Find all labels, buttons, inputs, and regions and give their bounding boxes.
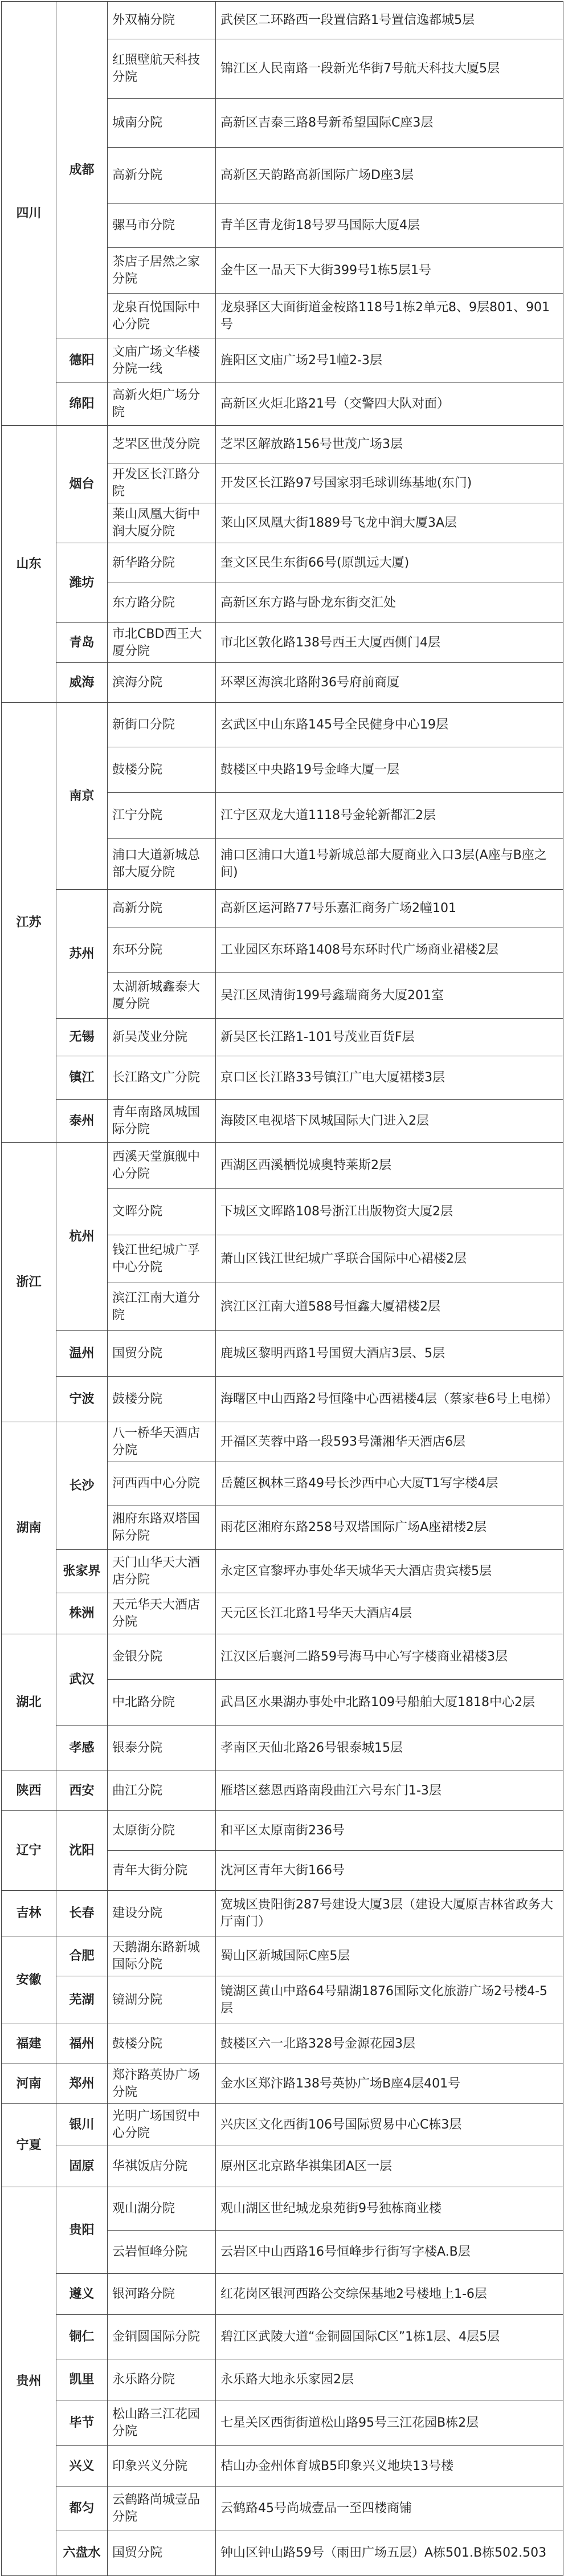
branch-name-cell: 国贸分院	[108, 1331, 216, 1377]
branch-name-cell: 金银分院	[108, 1634, 216, 1680]
branch-name-cell: 莱山凤凰大街中润大厦分院	[108, 503, 216, 543]
city-cell: 潍坊	[56, 543, 108, 623]
address-cell: 红花岗区银河西路公交综保基地2号楼地上1-6层	[216, 2274, 563, 2315]
table-row	[2, 1377, 563, 1422]
address-cell: 岳麓区枫林三路49号长沙西中心大厦T1写字楼4层	[216, 1462, 563, 1505]
city-cell: 武汉	[56, 1634, 108, 1726]
table-row	[2, 2530, 563, 2576]
city-cell: 成都	[56, 2, 108, 339]
branch-name-cell: 滨海分院	[108, 663, 216, 703]
address-cell: 萧山区钱江世纪城广孚联合国际中心裙楼2层	[216, 1235, 563, 1283]
address-cell: 鹿城区黎明西路1号国贸大酒店3层、5层	[216, 1331, 563, 1377]
city-cell: 绵阳	[56, 382, 108, 426]
province-cell: 湖北	[2, 1634, 56, 1771]
table-row	[2, 2487, 563, 2530]
province-cell: 宁夏	[2, 2104, 56, 2187]
city-cell: 贵阳	[56, 2187, 108, 2274]
address-cell: 旌阳区文庙广场2号1幢2-3层	[216, 339, 563, 382]
table-row	[2, 1550, 563, 1593]
table-row	[2, 543, 563, 583]
address-cell: 鼓楼区六一北路328号金源花园3层	[216, 2024, 563, 2064]
address-cell: 兴庆区文化西街106号国际贸易中心C栋3层	[216, 2104, 563, 2146]
address-cell: 永乐路大地永乐家园2层	[216, 2359, 563, 2400]
address-cell: 奎文区民生东街66号(原凯远大厦)	[216, 543, 563, 583]
address-cell: 江汉区后襄河二路59号海马中心写字楼商业裙楼3层	[216, 1634, 563, 1680]
table-row	[2, 2024, 563, 2064]
table-row	[2, 663, 563, 703]
city-cell: 银川	[56, 2104, 108, 2146]
table-row	[2, 1019, 563, 1056]
city-cell: 凯里	[56, 2359, 108, 2400]
city-cell: 泰州	[56, 1100, 108, 1143]
branch-name-cell: 印象兴义分院	[108, 2446, 216, 2487]
table-row	[2, 2315, 563, 2359]
table-row	[2, 2064, 563, 2104]
province-cell: 湖南	[2, 1422, 56, 1634]
city-cell: 杭州	[56, 1143, 108, 1331]
city-cell: 西安	[56, 1771, 108, 1811]
branch-name-cell: 龙泉百悦国际中心分院	[108, 294, 216, 339]
address-cell: 江宁区双龙大道1118号金轮新都汇2层	[216, 793, 563, 839]
address-cell: 碧江区武陵大道“金铜圆国际C区”1栋1层、4层5层	[216, 2315, 563, 2359]
province-cell: 吉林	[2, 1891, 56, 1936]
branch-name-cell: 银泰分院	[108, 1726, 216, 1771]
address-cell: 宽城区贵阳街287号建设大厦3层（建设大厦原吉林省政务大厅南门）	[216, 1891, 563, 1936]
branch-name-cell: 文庙广场文华楼分院一线	[108, 339, 216, 382]
address-cell: 市北区敦化路138号西王大厦西侧门4层	[216, 623, 563, 663]
address-cell: 雁塔区慈恩西路南段曲江六号东门1-3层	[216, 1771, 563, 1811]
table-row	[2, 2400, 563, 2446]
table-row	[2, 623, 563, 663]
branch-name-cell: 东方路分院	[108, 583, 216, 623]
branch-name-cell: 高新火炬广场分院	[108, 382, 216, 426]
address-cell: 金牛区一品天下大街399号1栋5层1号	[216, 248, 563, 294]
table-row	[2, 2104, 563, 2146]
branch-name-cell: 滨江江南大道分院	[108, 1283, 216, 1331]
branch-name-cell: 鼓楼分院	[108, 2024, 216, 2064]
branch-name-cell: 茶店子居然之家分院	[108, 248, 216, 294]
city-cell: 遵义	[56, 2274, 108, 2315]
branch-name-cell: 永乐路分院	[108, 2359, 216, 2400]
address-cell: 云岩区中山西路16号恒峰步行街写字楼A.B层	[216, 2231, 563, 2274]
branch-name-cell: 湘府东路双塔国际分院	[108, 1505, 216, 1550]
province-cell: 江苏	[2, 703, 56, 1143]
branch-name-cell: 青年大街分院	[108, 1851, 216, 1891]
address-cell: 西湖区西溪栖悦城奥特莱斯2层	[216, 1143, 563, 1189]
table-row	[2, 1143, 563, 1189]
city-cell: 株洲	[56, 1593, 108, 1634]
address-cell: 武昌区水果湖办事处中北路109号船舶大厦1818中心2层	[216, 1680, 563, 1726]
address-cell: 开福区芙蓉中路一段593号潇湘华天酒店6层	[216, 1422, 563, 1462]
address-cell: 新吴区长江路1-101号茂业百货F层	[216, 1019, 563, 1056]
branch-name-cell: 浦口大道新城总部大厦分院	[108, 839, 216, 890]
branch-name-cell: 长江路文广分院	[108, 1056, 216, 1100]
table-row	[2, 2, 563, 39]
address-cell: 开发区长江路97号国家羽毛球训练基地(东门)	[216, 463, 563, 503]
table-row	[2, 382, 563, 426]
city-cell: 威海	[56, 663, 108, 703]
address-cell: 云鹤路45号尚城壹品一至四楼商铺	[216, 2487, 563, 2530]
address-cell: 沈河区青年大街166号	[216, 1851, 563, 1891]
address-cell: 雨花区湘府东路258号双塔国际广场A座裙楼2层	[216, 1505, 563, 1550]
table-row	[2, 1811, 563, 1851]
table-row	[2, 2274, 563, 2315]
city-cell: 孝感	[56, 1726, 108, 1771]
address-cell: 海曙区中山西路2号恒隆中心西裙楼4层（蔡家巷6号上电梯）	[216, 1377, 563, 1422]
city-cell: 镇江	[56, 1056, 108, 1100]
address-cell: 下城区文晖路108号浙江出版物资大厦2层	[216, 1189, 563, 1235]
branch-name-cell: 高新分院	[108, 148, 216, 204]
address-cell: 蜀山区新城国际C座5层	[216, 1936, 563, 1976]
province-cell: 浙江	[2, 1143, 56, 1422]
table-row	[2, 1936, 563, 1976]
table-row	[2, 1634, 563, 1680]
table-row	[2, 2359, 563, 2400]
branch-name-cell: 城南分院	[108, 99, 216, 148]
province-cell: 河南	[2, 2064, 56, 2104]
address-cell: 武侯区二环路西一段置信路1号置信逸都城5层	[216, 2, 563, 39]
branch-name-cell: 镜湖分院	[108, 1976, 216, 2024]
branch-name-cell: 金铜圆国际分院	[108, 2315, 216, 2359]
address-cell: 七星关区西街街道松山路95号三江花园B栋2层	[216, 2400, 563, 2446]
city-cell: 苏州	[56, 890, 108, 1019]
branch-name-cell: 西溪天堂旗舰中心分院	[108, 1143, 216, 1189]
branch-name-cell: 红照壁航天科技分院	[108, 39, 216, 99]
branch-name-cell: 文晖分院	[108, 1189, 216, 1235]
city-cell: 烟台	[56, 426, 108, 543]
table-row	[2, 1726, 563, 1771]
city-cell: 铜仁	[56, 2315, 108, 2359]
branch-name-cell: 中北路分院	[108, 1680, 216, 1726]
table-row	[2, 1593, 563, 1634]
branch-name-cell: 鼓楼分院	[108, 747, 216, 793]
branch-name-cell: 郑汴路英协广场分院	[108, 2064, 216, 2104]
branch-name-cell: 江宁分院	[108, 793, 216, 839]
branch-name-cell: 太原街分院	[108, 1811, 216, 1851]
branch-name-cell: 天门山华天大酒店分院	[108, 1550, 216, 1593]
table-body	[2, 2, 563, 2576]
branch-name-cell: 华祺饭店分院	[108, 2146, 216, 2187]
province-cell: 贵州	[2, 2187, 56, 2576]
branch-name-cell: 青年南路凤城国际分院	[108, 1100, 216, 1143]
table-row	[2, 703, 563, 747]
address-cell: 鼓楼区中央路19号金峰大厦一层	[216, 747, 563, 793]
branch-name-cell: 云岩恒峰分院	[108, 2231, 216, 2274]
branch-name-cell: 河西西中心分院	[108, 1462, 216, 1505]
province-cell: 福建	[2, 2024, 56, 2064]
city-cell: 无锡	[56, 1019, 108, 1056]
table-row	[2, 1422, 563, 1462]
branch-name-cell: 新吴茂业分院	[108, 1019, 216, 1056]
city-cell: 温州	[56, 1331, 108, 1377]
address-cell: 金水区郑汴路138号英协广场B座4层401号	[216, 2064, 563, 2104]
branch-name-cell: 建设分院	[108, 1891, 216, 1936]
address-cell: 高新区天韵路高新国际广场D座3层	[216, 148, 563, 204]
branch-name-cell: 开发区长江路分院	[108, 463, 216, 503]
address-cell: 锦江区人民南路一段新光华街7号航天科技大厦5层	[216, 39, 563, 99]
address-cell: 观山湖区世纪城龙泉苑街9号独栋商业楼	[216, 2187, 563, 2231]
address-cell: 龙泉驿区大面街道金桉路118号1栋2单元8、9层801、901号	[216, 294, 563, 339]
address-cell: 工业园区东环路1408号东环时代广场商业裙楼2层	[216, 927, 563, 973]
city-cell: 兴义	[56, 2446, 108, 2487]
city-cell: 福州	[56, 2024, 108, 2064]
address-cell: 原州区北京路华祺集团A区一层	[216, 2146, 563, 2187]
branch-name-cell: 银河路分院	[108, 2274, 216, 2315]
branch-name-cell: 观山湖分院	[108, 2187, 216, 2231]
table-row	[2, 1056, 563, 1100]
city-cell: 合肥	[56, 1936, 108, 1976]
table-row	[2, 1891, 563, 1936]
address-cell: 钟山区钟山路59号（雨田广场五层）A栋501.B栋502.503	[216, 2530, 563, 2576]
branch-name-cell: 云鹤路尚城壹品分院	[108, 2487, 216, 2530]
address-cell: 高新区吉泰三路8号新希望国际C座3层	[216, 99, 563, 148]
city-cell: 郑州	[56, 2064, 108, 2104]
city-cell: 南京	[56, 703, 108, 890]
branch-name-cell: 天鹅湖东路新城国际分院	[108, 1936, 216, 1976]
table-row	[2, 2446, 563, 2487]
table-row	[2, 1100, 563, 1143]
branch-name-cell: 东环分院	[108, 927, 216, 973]
table-row	[2, 1331, 563, 1377]
branch-name-cell: 天元华天大酒店分院	[108, 1593, 216, 1634]
branch-name-cell: 市北CBD西王大厦分院	[108, 623, 216, 663]
city-cell: 长沙	[56, 1422, 108, 1550]
address-cell: 高新区东方路与卧龙东街交汇处	[216, 583, 563, 623]
table-row	[2, 1976, 563, 2024]
table-row	[2, 339, 563, 382]
branch-name-cell: 八一桥华天酒店分院	[108, 1422, 216, 1462]
branch-name-cell: 国贸分院	[108, 2530, 216, 2576]
address-cell: 吴江区凤清街199号鑫瑞商务大厦201室	[216, 973, 563, 1019]
address-cell: 镜湖区黄山中路64号鼎湖1876国际文化旅游广场2号楼4-5层	[216, 1976, 563, 2024]
province-cell: 安徽	[2, 1936, 56, 2024]
table-row	[2, 890, 563, 927]
branch-name-cell: 外双楠分院	[108, 2, 216, 39]
city-cell: 德阳	[56, 339, 108, 382]
branch-name-cell: 太湖新城鑫泰大厦分院	[108, 973, 216, 1019]
branch-name-cell: 钱江世纪城广孚中心分院	[108, 1235, 216, 1283]
branch-name-cell: 新街口分院	[108, 703, 216, 747]
city-cell: 沈阳	[56, 1811, 108, 1891]
city-cell: 芜湖	[56, 1976, 108, 2024]
city-cell: 毕节	[56, 2400, 108, 2446]
address-cell: 京口区长江路33号镇江广电大厦裙楼3层	[216, 1056, 563, 1100]
address-cell: 青羊区青龙街18号罗马国际大厦4层	[216, 204, 563, 248]
province-cell: 四川	[2, 2, 56, 426]
city-cell: 张家界	[56, 1550, 108, 1593]
address-cell: 芝罘区解放路156号世茂广场3层	[216, 426, 563, 463]
city-cell: 固原	[56, 2146, 108, 2187]
address-cell: 高新区火炬北路21号（交警四大队对面）	[216, 382, 563, 426]
table-row	[2, 2187, 563, 2231]
address-cell: 滨江区江南大道588号恒鑫大厦裙楼2层	[216, 1283, 563, 1331]
address-cell: 环翠区海滨北路附36号府前商厦	[216, 663, 563, 703]
address-cell: 玄武区中山东路145号全民健身中心19层	[216, 703, 563, 747]
branch-name-cell: 芝罘区世茂分院	[108, 426, 216, 463]
province-cell: 山东	[2, 426, 56, 703]
address-cell: 桔山办金州体育城B5印象兴义地块13号楼	[216, 2446, 563, 2487]
table-row	[2, 426, 563, 463]
address-cell: 和平区太原南街236号	[216, 1811, 563, 1851]
address-cell: 浦口区浦口大道1号新城总部大厦商业入口3层(A座与B座之间)	[216, 839, 563, 890]
branch-name-cell: 曲江分院	[108, 1771, 216, 1811]
address-cell: 永定区官黎坪办事处华天城华天大酒店贵宾楼5层	[216, 1550, 563, 1593]
branch-name-cell: 骡马市分院	[108, 204, 216, 248]
province-cell: 陕西	[2, 1771, 56, 1811]
province-cell: 辽宁	[2, 1811, 56, 1891]
branch-name-cell: 光明广场国贸中心分院	[108, 2104, 216, 2146]
branch-name-cell: 鼓楼分院	[108, 1377, 216, 1422]
city-cell: 青岛	[56, 623, 108, 663]
table-row	[2, 1771, 563, 1811]
branch-name-cell: 松山路三江花园分院	[108, 2400, 216, 2446]
address-cell: 高新区运河路77号乐嘉汇商务广场2幢101	[216, 890, 563, 927]
address-cell: 莱山区凤凰大街1889号飞龙中润大厦3A层	[216, 503, 563, 543]
branch-name-cell: 新华路分院	[108, 543, 216, 583]
city-cell: 六盘水	[56, 2530, 108, 2576]
city-cell: 宁波	[56, 1377, 108, 1422]
city-cell: 长春	[56, 1891, 108, 1936]
address-cell: 海陵区电视塔下凤城国际大门进入2层	[216, 1100, 563, 1143]
branch-directory-table	[1, 1, 563, 2576]
address-cell: 孝南区天仙北路26号银泰城15层	[216, 1726, 563, 1771]
branch-name-cell: 高新分院	[108, 890, 216, 927]
city-cell: 都匀	[56, 2487, 108, 2530]
address-cell: 天元区长江北路1号华天大酒店4层	[216, 1593, 563, 1634]
table-row	[2, 2146, 563, 2187]
